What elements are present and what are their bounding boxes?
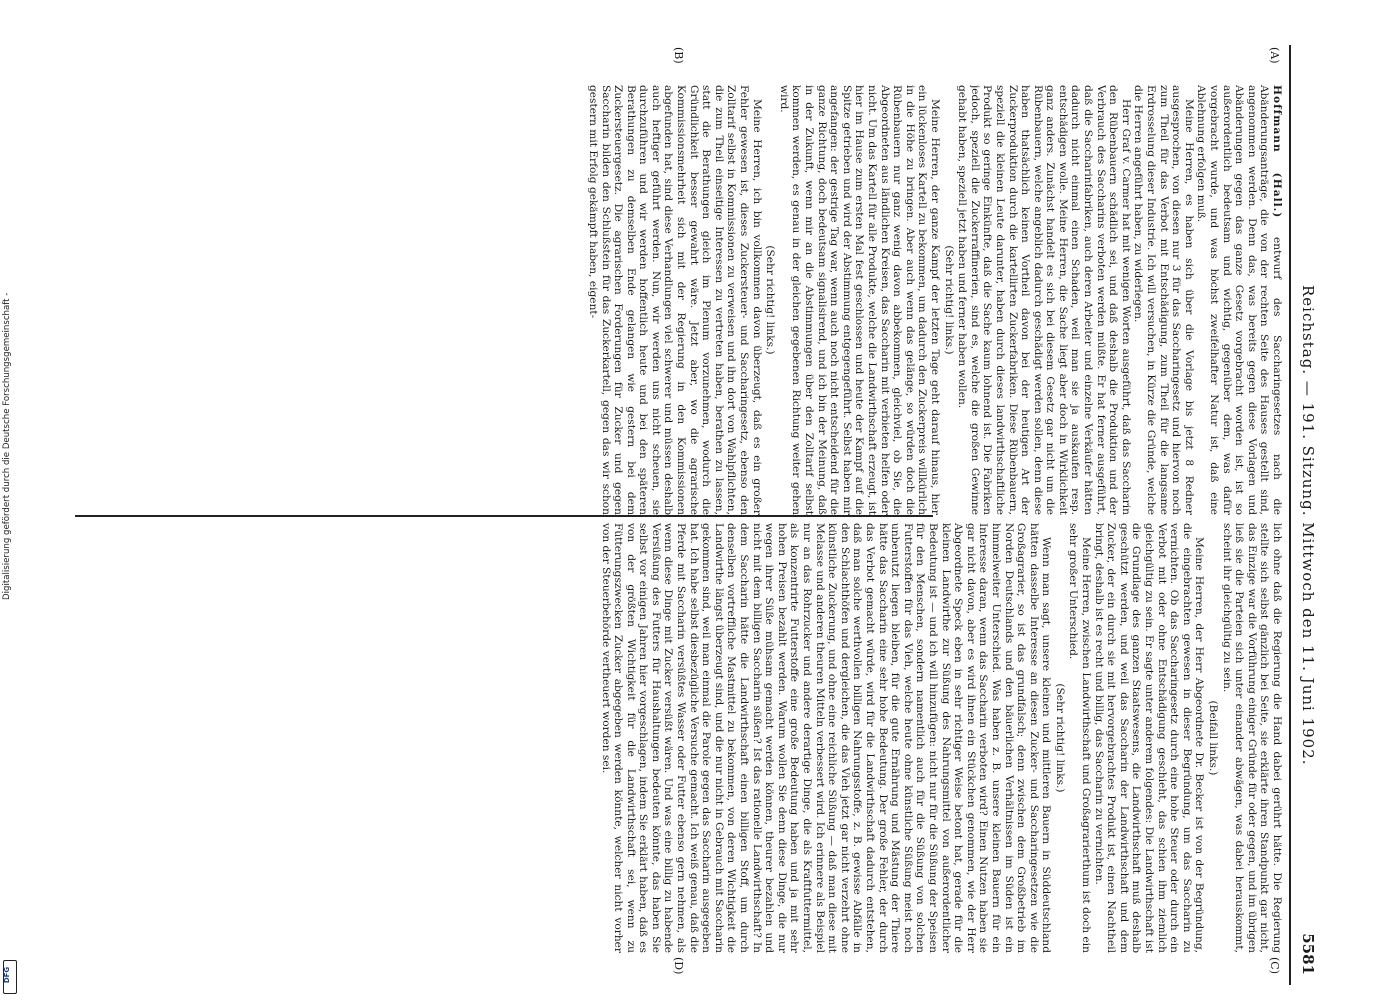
paragraph: Meine Herren, es haben sich über die Vorlage bis jetzt 8 Redner ausgesprochen, von diesen nur 3 für das Saccharingesetz und hiervon noch zum Theil für das Verbot mit Entschädigung, zum Theil für die langsame Erdrosselung dieser Industrie. Ich will versuchen, in Kürze die Gründe, welche die Herren angeführt haben, zu widerlegen. — [1132, 85, 1195, 515]
margin-marker-c: (C) — [1268, 957, 1281, 974]
dfg-logo — [3, 960, 17, 994]
paragraph: lich ohne daß die Regierung die Hand dabei gerührt hätte. Die Regierung stellte sich selbst gänzlich bei Seite, sie erklärte ihren Standpunkt gar nicht, das Einzige war die Vorführung einiger Gründe für oder gegen, und im übrigen ließ sie die Parteien sich unter einander abwägen, was dabei herauskommt, scheint ihr gleichgültig zu sein. — [1220, 523, 1283, 953]
dfg-credit-text: Digitalisierung gefördert durch die Deutsche Forschungsgemeinschaft - — [2, 292, 12, 600]
page-number: 5581 — [1299, 933, 1317, 975]
paragraph: Herr Graf v. Carmer hat mit wenigen Worten ausgeführt, daß das Saccharin den Rübenbauern schädlich sei, und daß deshalb die Produktion und der Verbrauch des Saccharins verboten werden müßte. Er hat ferner ausgeführt, daß die Saccharinfabriken, auch deren Arbeiter und einzelne Verkäufer hätten dadurch nicht einmal einen Schaden, weil man sie ja auskaufen resp. entschädigen wolle. Meine Herren, die Sache liegt aber doch in Wirklichkeit ganz anders. Zunächst handelt es sich bei diesem Gesetz gar nicht um die Rübenbauern, welche angeblich dadurch geschädigt werden sollen, denn diese haben thatsächlich keinen Vortheil davon bei der heutigen Art der Zuckerproduktion durch die kartellirten Zuckerfabriken. Diese Rübenbauern, speziell die kleinen Leute darunter, haben durch dieses landwirthschaftliche Produkt so geringe Einkünfte, daß die Sache kaum lohnend ist. Die Fabriken jedoch, speziell die Zuckerraffinerien, sind es, welche die großen Gewinne gehabt haben, speziell jetzt haben und ferner haben wollen. — [956, 85, 1132, 515]
paragraph: Wenn man sagt, unsere kleinen und mittleren Bauern in Süddeutschland hätten dasselbe Interesse an diesen Zucker- und Saccharingesetzen wie die Großagrarier, so ist das grundfalsch; denn zwischen dem Großbetrieb im Norden Deutschlands und den bäuerlichen Verhältnissen im Süden ist ein himmelweiter Unterschied. Was haben z. B. unsere kleinen Bauern für ein Interesse daran, wenn das Saccharin verboten wird? Einen Nutzen haben sie gar nicht davon, aber es wird ihnen ein Stückchen genommen, wie der Herr Abgeordnete Speck eben in sehr richtiger Weise betont hat, gerade für die kleinen Landwirthe zur Süßung des Nahrungsmittel von außerordentlicher Bedeutung ist — und ich will hinzufügen: nicht nur für die Süßung der Speisen für den Menschen, sondern namentlich auch für die Süßung von solchen Futterstoffen für das Vieh, welche heute ohne künstliche Süßung meist noch unbenutzt liegen bleiben, für die gute Ernährung und Mästung der Thiere hätte das Saccharin eine sehr hohe Bedeutung. Der große Fehler, der durch das Verbot gemacht würde, wird für die Landwirthschaft dadurch entstehen, daß man solche werthvollen billigen Nahrungsstoffe, z. B. gewisse Abfälle in den Schlachthöfen und dergleichen, die das Vieh jetzt gar nicht verzehrt ohne künstliche Zuckerung, und ohne eine reichliche Süßung — daß man diese mit Melasse und anderen theuren Mitteln verbessert wird. Ich erinnere als Beispiel nur an das Rohrzucker und andere derartige Dinge, die als Kraftfuttermittel, als konzentrirte Futterstoffe eine große Bedeutung haben und ja mit sehr hohen Preisen bezahlt werden. Warum wollen Sie denn diese Dinge, die nur wegen ihrer Süße mühsam gemacht werden können, theurer bezahlen und nicht mit dem billigen Saccharin süßen? Ist das rationelle Landwirthschaft? In dem Saccharin hätte die Landwirthschaft einen billigen Stoff, um durch denselben vortreffliche Mastmittel zu bekommen, von deren Wichtigkeit die Landwirthe längst überzeugt sind, und die nur nicht in Gebrauch mit Saccharin gekommen sind, weil man einmal die Parole gegen das Saccharin ausgegeben hat. Ich habe selbst diesbezügliche Versuche gemacht. Ich weiß genau, daß die Pferde mit Saccharin versüßtes Wasser oder Futter ebenso gern nehmen, als wenn diese Dinge mit Zucker versüßt wären. Und was eine billig zu habende Versüßung des Futters für Haushaltungen bedeuten könnte, das haben Sie selbst vor einigen Jahren hier vorgeschlagen, indem Sie erklärt haben, daß es von der größten Wichtigkeit für die Landwirthschaft sei, wenn zu Fütterungszwecken Zucker abgegeben werden könnte, welcher nicht vorher von der Steuerbehörde vertheuert worden sei. — [599, 523, 1053, 953]
paragraph: Meine Herren, zwischen Landwirthschaft und Großagrarierthum ist doch ein sehr großer Unterschied. — [1067, 523, 1093, 953]
paragraph: Meine Herren, der ganze Kampf der letzten Tage geht darauf hinaus, hier ein lückenloses Kartell zu bekommen, um dadurch den Zuckerpreis willkürlich in die Höhe zu bringen. Aber auch wenn das gelänge, so würden doch die Rübenbauern nur ganz wenig davon abbekommen, gleichviel, ob Sie, die Abgeordneten aus ländlichen Kreisen, das Saccharin mit verbieten helfen oder nicht. Um das Kartell für alle Produkte, welche die Landwirthschaft erzeugt, ist hier im Hause zum ersten Mal fest geschlossen und heute der Kampf auf die Spitze getrieben und wird der Abstimmung entgegengeführt. Selbst haben mir angefangen: der gestrige Tag war, wenn auch noch nicht entscheidend für die ganze Richtung, doch bedeutsam signalisirend, und ich bin der Meinung, daß in der Zukunft, wenn mir an die Abstimmungen über den Zolltarif selbst kommen werden, es genau in der gleichen gegebenen Richtung weiter gehen wird. — [777, 85, 941, 515]
speaker-paragraph — [1195, 85, 1283, 515]
applause-note: (Sehr richtig! links.) — [942, 245, 955, 355]
applause-note: (Sehr richtig! links.) — [1053, 683, 1066, 793]
applause-note: (Beifall links.) — [1207, 700, 1220, 776]
dfg-logo-text: DFG — [3, 966, 12, 984]
digitization-sidebar — [0, 0, 20, 1000]
column-divider — [75, 515, 933, 517]
page-title: Reichstag. — 191. Sitzung. Mittwoch den 11. Juni 1902. — [1299, 285, 1317, 766]
paragraph: Meine Herren, ich bin vollkommen davon überzeugt, daß es ein großer Fehler gewesen ist, dieses Zuckersteuer- und Saccharingesetz, ebenso den Zolltarif selbst in Kommissionen zu verweisen und ihn dort von Wahlpflichten, die zum Theil einseitige Interessen zu vertreten haben, berathen zu lassen, statt die Berathungen gleich im Plenum vorzunehmen, wodurch die Gründlichkeit besser gewahrt wäre. Jetzt aber, wo die agrarische Kommissionsmehrheit sich mit der Regierung in den Kommissionen abgefunden hat, sind diese Verhandlungen viel schwerer und müssen deshalb auch heftiger geführt werden. Nun, wir werden uns nicht scheuen, sie durchzuführen und wir werden hoffentlich heute und bei den späteren Berathungen zu demselben Ende gelangen wie gestern bei dem Zuckersteuergesetz. Die agrarischen Forderungen für Zucker und gegen Saccharin bilden den Schlußstein für das Zuckerkartell, gegen das wir schon gestern mit Erfolg gekämpft haben, eigent- — [586, 85, 763, 515]
page-header — [1291, 45, 1325, 985]
paragraph-text: entwurf des Saccharingesetzes nach die Abänderungsanträge, die von der rechten Seite des Hauses gestellt sind, angenommen werden. Denn das, was bereits gegen diese Vorlagen und Abänderungen gegen das ganze Gesetz vorgebracht worden ist, ist so außerordentlich bedeutsam und wichtig, gegenüber dem, was dafür vorgebracht wurde, und was höchst zweifelhafter Natur ist, daß eine Ablehnung erfolgen muß. — [1195, 85, 1283, 515]
left-column — [83, 85, 1283, 515]
margin-marker-d: (D) — [672, 957, 685, 975]
header-rule — [1289, 45, 1291, 985]
margin-marker-b: (B) — [672, 47, 685, 64]
right-column — [83, 523, 1283, 953]
paragraph: Meine Herren, der Herr Abgeordnete Dr. Becker ist von der Begründung, die eingebrachten gewesen in dieser Begründung, um das Saccharin zu vernichten. Ob das Saccharingesetz durch eine hohe Steuer oder durch ein Verbot mit oder ohne Entschädigung geschieht, das schien ihm ziemlich gleichgültig zu sein. Er sagte unter anderem folgendes: Die Landwirthschaft ist die Grundlage des ganzen Staatswesens, die Landwirthschaft muß deshalb geschützt werden, und weil das Saccharin der Landwirthschaft und dem Zucker, der ein durch sie mit hervorgebrachtes Produkt ist, einen Nachtheil bringt, deshalb ist es recht und billig, das Saccharin zu vernichten. — [1092, 523, 1206, 953]
margin-marker-a: (A) — [1268, 47, 1281, 64]
applause-note: (Sehr richtig! links.) — [764, 245, 777, 355]
document-page — [75, 45, 1325, 985]
speaker-name: Hoffmann (Hall.) — [1271, 85, 1283, 219]
